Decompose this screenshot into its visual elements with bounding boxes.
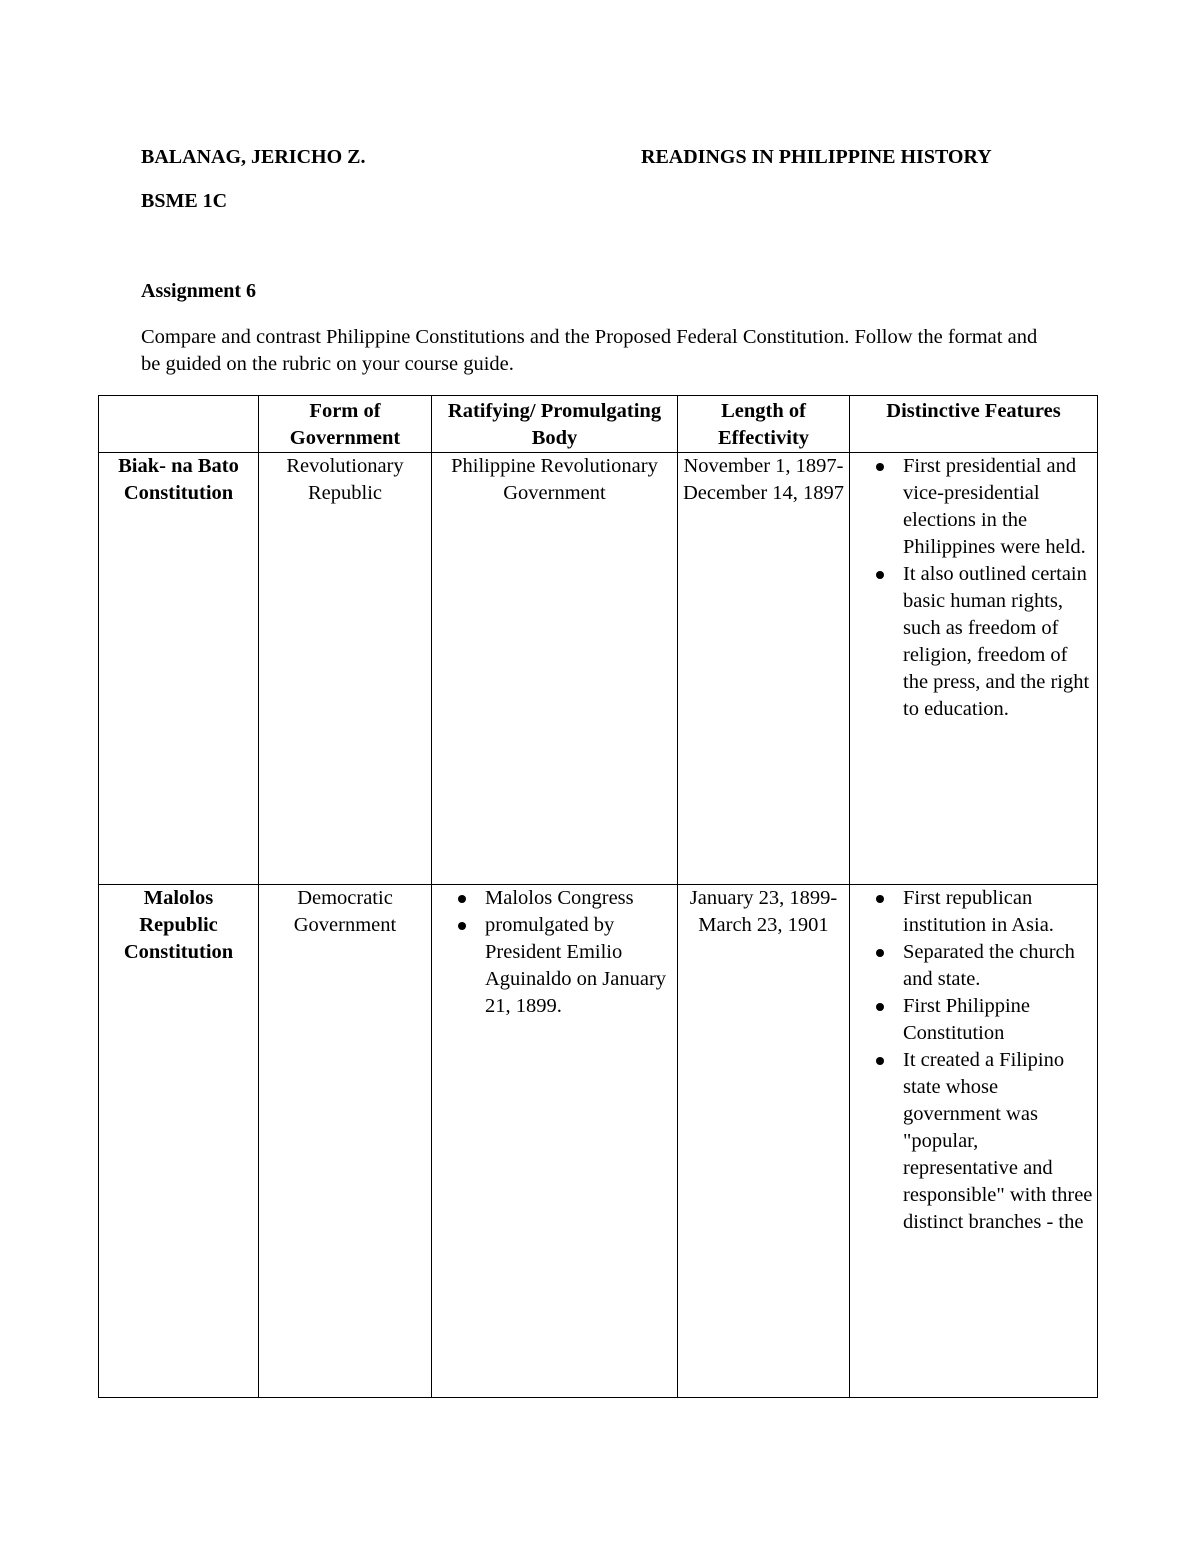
column-header-blank [99,396,259,453]
body-text: Malolos Congress [485,887,634,909]
feature-text: First presidential and vice-presidential elections in the Philippines were held. [903,455,1086,558]
form-cell: Revolutionary Republic [259,453,432,885]
row-name: Biak- na Bato Constitution [99,453,259,885]
list-item [436,885,673,912]
features-cell [850,885,1098,1398]
bullet-icon [876,463,884,471]
features-list [854,453,1093,723]
body-cell [432,885,678,1398]
table-row [99,453,1098,885]
feature-text: It created a Filipino state whose government was "popular, representative and responsible" with three distinct branches - the [903,1049,1093,1233]
table-header-row [99,396,1098,453]
column-header-features: Distinctive Features [850,396,1098,453]
list-item [436,912,673,1020]
body-cell: Philippine Revolutionary Government [432,453,678,885]
features-list [854,885,1093,1236]
column-header-form: Form of Government [259,396,432,453]
form-cell: Democratic Government [259,885,432,1398]
bullet-icon [876,949,884,957]
bullet-icon [876,895,884,903]
length-cell: November 1, 1897- December 14, 1897 [678,453,850,885]
bullet-icon [458,895,466,903]
length-cell: January 23, 1899- March 23, 1901 [678,885,850,1398]
student-name: BALANAG, JERICHO Z. [141,146,366,168]
section-label: BSME 1C [141,190,228,212]
constitutions-table [98,395,1098,1398]
list-item [854,939,1093,993]
feature-text: First Philippine Constitution [903,995,1031,1044]
list-item [854,1047,1093,1236]
bullet-icon [876,1057,884,1065]
list-item [854,993,1093,1047]
assignment-title: Assignment 6 [141,280,257,302]
list-item [854,561,1093,723]
table-row [99,885,1098,1398]
bullet-icon [876,1003,884,1011]
body-text: promulgated by President Emilio Aguinaldo on January 21, 1899. [485,914,667,1017]
bullet-icon [458,922,466,930]
bullet-icon [876,571,884,579]
list-item [854,885,1093,939]
list-item [854,453,1093,561]
features-cell [850,453,1098,885]
column-header-body: Ratifying/ Promulgating Body [432,396,678,453]
column-header-length: Length of Effectivity [678,396,850,453]
feature-text: First republican institution in Asia. [903,887,1054,936]
assignment-instructions: Compare and contrast Philippine Constitutions and the Proposed Federal Constitution. Follow the format and be guided on the rubric on your course guide. [141,326,1038,375]
feature-text: It also outlined certain basic human rights, such as freedom of religion, freedom of the press, and the right to education. [903,563,1090,720]
feature-text: Separated the church and state. [903,941,1075,990]
course-title: READINGS IN PHILIPPINE HISTORY [641,146,992,168]
row-name: Malolos Republic Constitution [99,885,259,1398]
body-list [436,885,673,1020]
